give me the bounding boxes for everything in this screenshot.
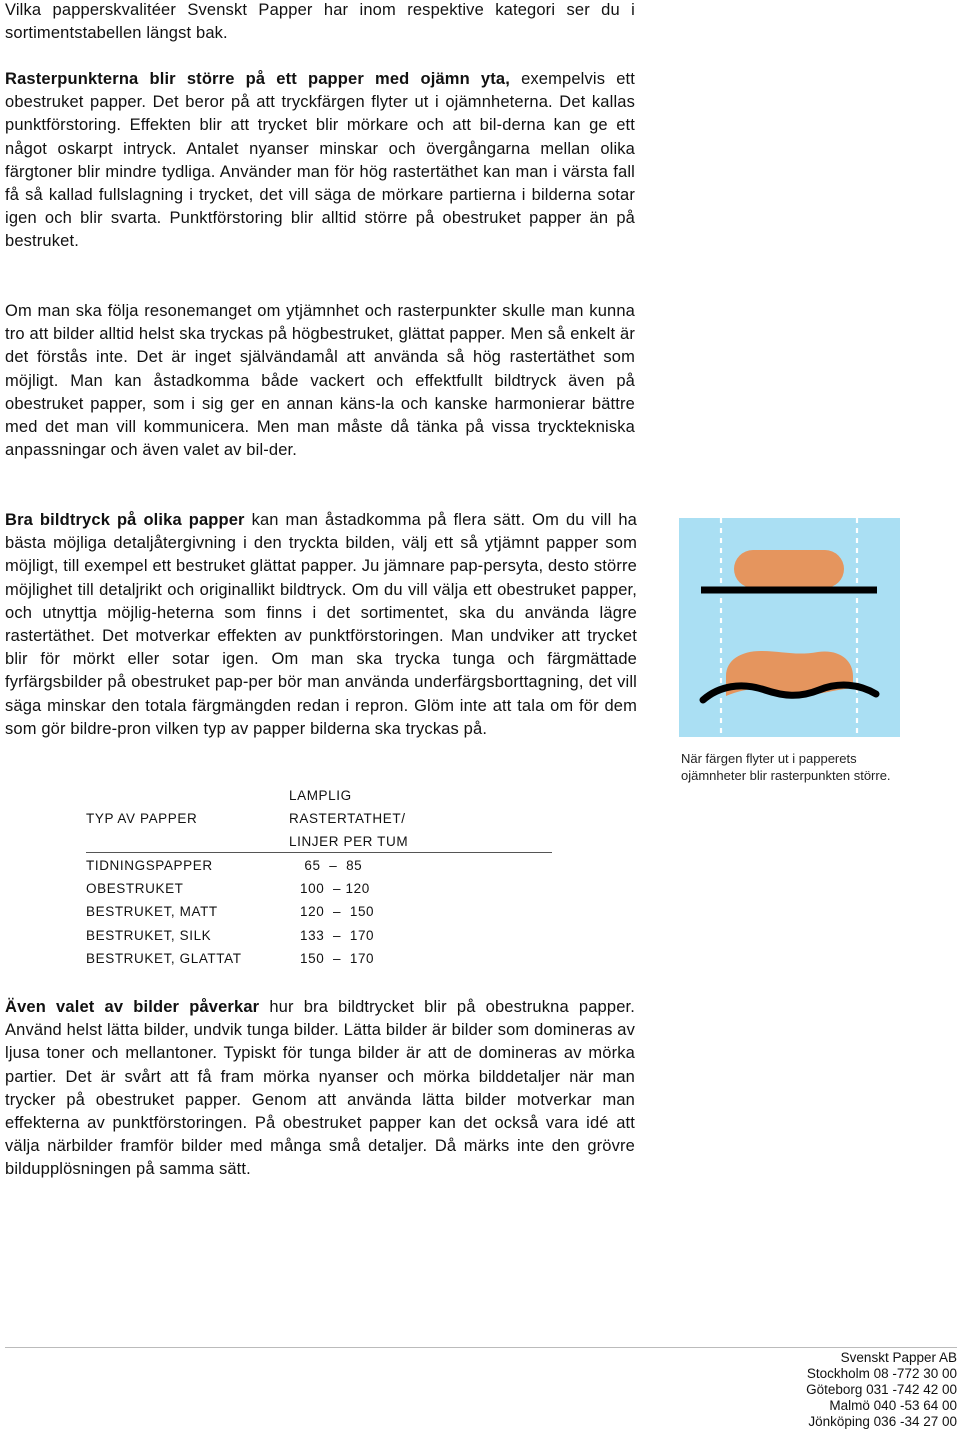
table-row bbox=[86, 854, 552, 877]
footer-office: Göteborg 031 -742 42 00 bbox=[806, 1382, 957, 1397]
good-printing-paragraph bbox=[5, 509, 637, 741]
table-cell-type: TIDNINGSPAPPER bbox=[86, 858, 213, 873]
smoothness-paragraph bbox=[5, 300, 635, 462]
dot-gain-text: exempelvis ett obestruket papper. Det beror på att tryckfärgen flyter ut i ojämnheterna. Det kallas punktförstoring. Effekten blir att trycket blir mörkare och att bil-derna kan ge ett något oskarpt intryck. Antalet nyanser minskar och övergångarna mellan olika färgtoner blir mindre tydliga. Använder man för hög rastertäthet kan man i värsta fall få så kallad fullslagning i trycket, det vill säga de mörkare partierna i bilderna sotar igen och blir svarta. Punktförstoring blir alltid större på obestruket papper än på bestruket. bbox=[5, 70, 636, 251]
table-header-rule bbox=[86, 852, 552, 853]
footer-contacts bbox=[806, 1350, 957, 1430]
table-row bbox=[86, 900, 552, 923]
table-row bbox=[86, 924, 552, 947]
dot-gain-paragraph bbox=[5, 68, 635, 254]
table-cell-type: BESTRUKET, MATT bbox=[86, 904, 218, 920]
illustration-caption: När färgen flyter ut i papperets ojämnheter blir rasterpunkten större. bbox=[681, 751, 891, 783]
good-printing-lead: Bra bildtryck på olika papper bbox=[5, 511, 245, 529]
smoothness-text: Om man ska följa resonemanget om ytjämnhet och rasterpunkter skulle man kunna tro att bilder alltid helst ska tryckas på högbestruket, glättat papper. Men så enkelt är det förstås inte. Det är inget självändamål att använda så hög rastertäthet som möjligt. Man kan åstadkomma både vackert och effektfullt bildtryck även på obestruket papper, som i sig ger en annan käns-la och kanske harmonierar bättre med det man vill kommunicera. Men man måste då tänka på vissa trycktekniska anpassningar och även valet av bil-der. bbox=[5, 302, 635, 460]
table-header-ruling-line: RASTERTATHET/ bbox=[289, 811, 406, 826]
table-cell-range: 133 – 170 bbox=[300, 927, 375, 943]
image-choice-text: hur bra bildtrycket blir på obestrukna papper. Använd helst lätta bilder, undvik tunga bilder. Lätta bilder är bilder som domineras av ljusa toner och mellantoner. Typiskt för tunga bilder är att de domineras av mörka partier. Det är svårt att få fram mörka nyanser och mörka bilddetaljer när man trycker på obestruket papper. Genom att använda lätta bilder motverkar man effekterna av punktförstoringen. På obestruket papper kan det också vara idé att välja närbilder framför bilder med många små detaljer. Då märks inte den grövre bildupplösningen på samma sätt. bbox=[5, 998, 635, 1179]
dot-gain-lead: Rasterpunkterna blir större på ett papper med ojämn yta, bbox=[5, 70, 510, 88]
dot-gain-illustration bbox=[679, 518, 900, 737]
table-cell-range: 100 – 120 bbox=[300, 881, 370, 897]
footer-company: Svenskt Papper AB bbox=[840, 1350, 957, 1365]
table-row bbox=[86, 947, 552, 970]
image-choice-paragraph bbox=[5, 996, 635, 1182]
footer-office: Malmö 040 -53 64 00 bbox=[829, 1398, 957, 1413]
table-cell-range: 65 – 85 bbox=[300, 858, 363, 873]
table-cell-type: BESTRUKET, SILK bbox=[86, 927, 212, 943]
raster-dot-smooth bbox=[734, 550, 844, 588]
good-printing-text: kan man åstadkomma på flera sätt. Om du vill ha bästa möjliga detaljåtergivning i den tryckta bilden, välj ett så ytjämnt papper som möjligt, till exempel ett bestruket glättat papper. Ju jämnare pap-persyta, desto större möjlighet till detaljrikt och originallikt bildtryck. Om du vill välja ett obestruket papper, och utnyttja möjlig-heterna som finns i det sortimentet, ska du använda lägre rastertäthet. Det motverkar effekten av punktförstoringen. Man undviker att trycket blir för mörkt eller sotar igen. Om man ska trycka tunga och färgmättade fyrfärgsbilder på obestruket pap-per bör man använda underfärgsborttagning, det vill säga minskar den totala färgmängden redan i repron. Glöm inte att tala om för dem som gör bildre-pron vilken typ av papper bilderna ska tryckas på. bbox=[5, 511, 637, 738]
table-header-ruling-line: LAMPLIG bbox=[289, 788, 352, 803]
footer-rule bbox=[5, 1347, 957, 1348]
table-header-paper-type: TYP AV PAPPER bbox=[86, 811, 198, 826]
intro-paragraph bbox=[5, 0, 635, 45]
intro-text: Vilka papperskvalitéer Svenskt Papper har inom respektive kategori ser du i sortimentstabellen längst bak. bbox=[5, 1, 635, 43]
table-cell-range: 120 – 150 bbox=[300, 904, 375, 920]
footer-office: Stockholm 08 -772 30 00 bbox=[806, 1366, 957, 1381]
table-cell-range: 150 – 170 bbox=[300, 950, 375, 966]
table-cell-type: BESTRUKET, GLATTAT bbox=[86, 950, 242, 966]
footer-office: Jönköping 036 -34 27 00 bbox=[808, 1414, 957, 1429]
table-header-ruling bbox=[289, 784, 408, 853]
image-choice-lead: Även valet av bilder påverkar bbox=[5, 998, 260, 1016]
table-row bbox=[86, 877, 552, 900]
table-cell-type: OBESTRUKET bbox=[86, 881, 184, 897]
table-header-ruling-line: LINJER PER TUM bbox=[289, 834, 409, 849]
